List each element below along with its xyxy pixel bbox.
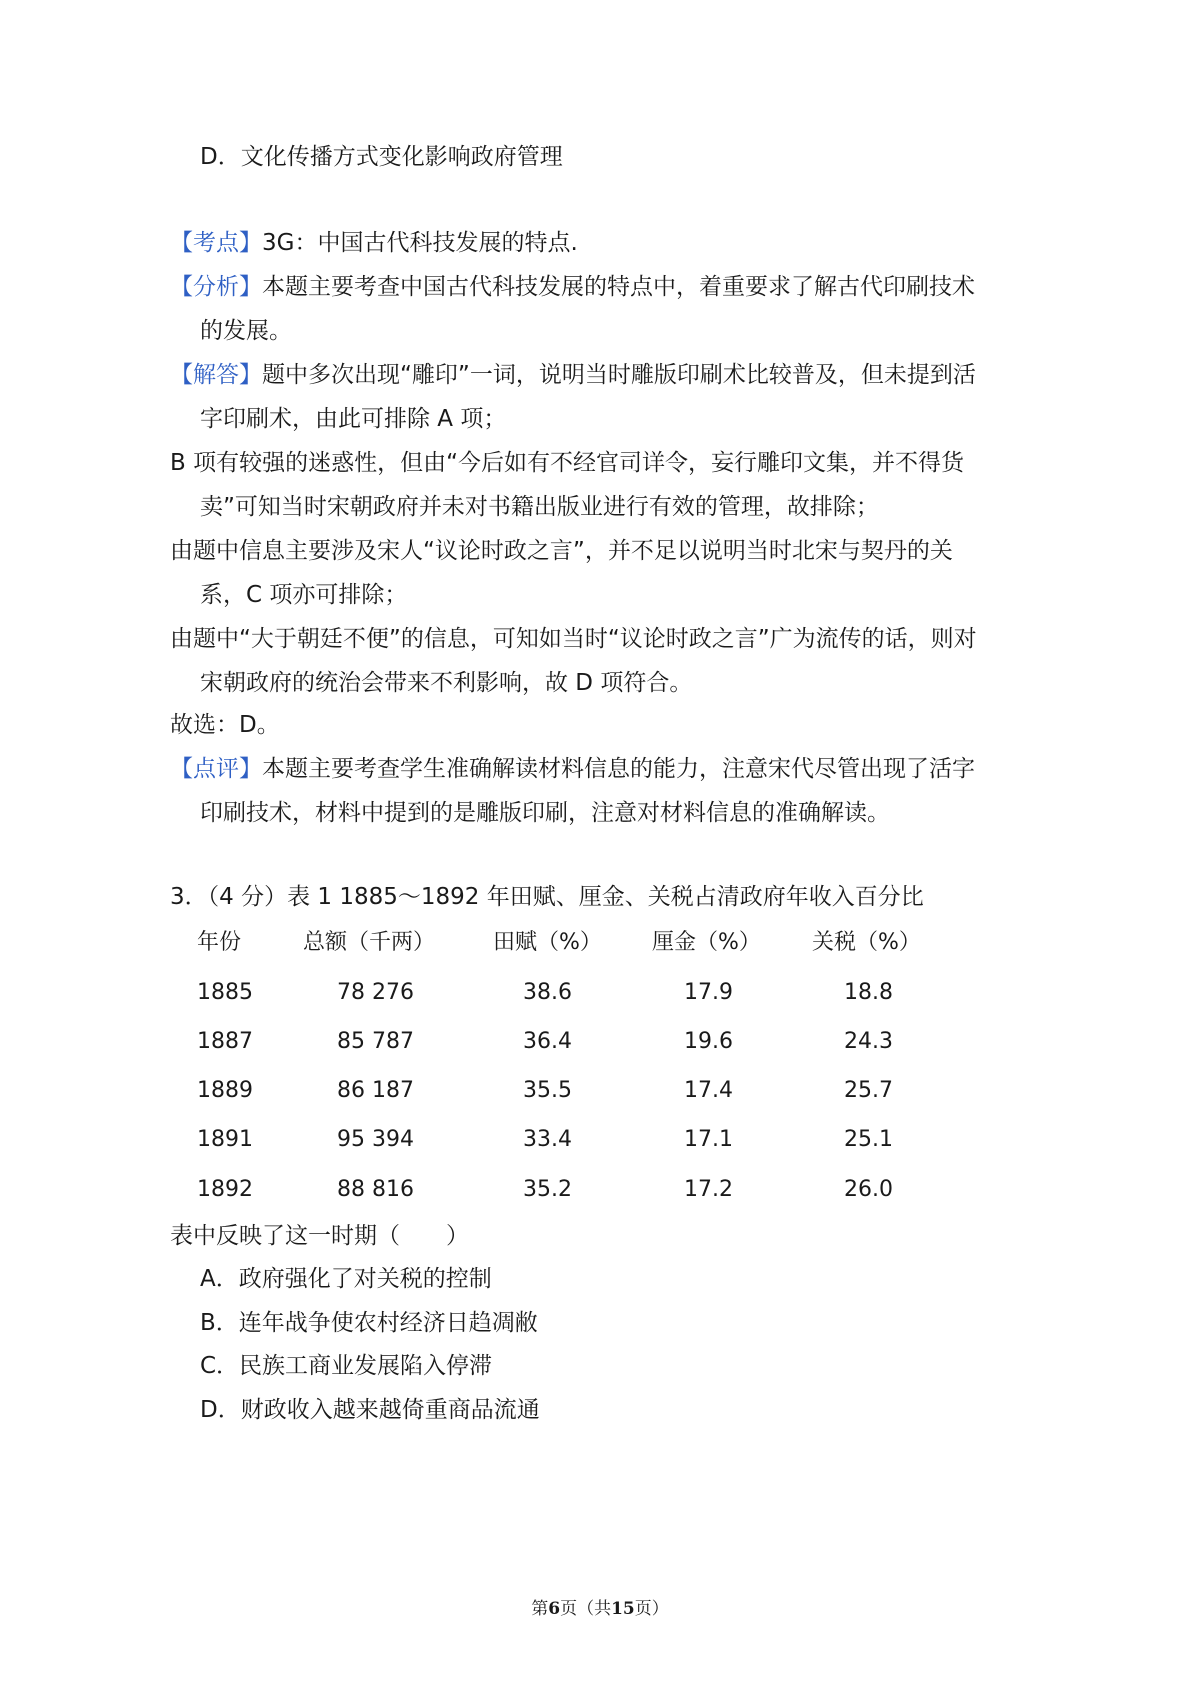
cell-tianfu: 36.4 [523,1029,572,1054]
dianping-line [170,754,975,784]
jieda-text-3: B 项有较强的迷惑性，但由“今后如有不经官司详令，妄行雕印文集，并不得货 [170,450,965,476]
cell-total: 85 787 [337,1029,414,1054]
fenxi-line [170,272,975,302]
cell-year: 1889 [197,1078,253,1103]
jieda-answer: 故选：D。 [170,712,280,738]
q3-option-c: C．民族工商业发展陷入停滞 [200,1353,493,1379]
dianping-label: 【点评】 [170,756,262,782]
cell-lijin: 19.6 [684,1029,733,1054]
footer-prefix: 第 [531,1599,549,1619]
jieda-text-1: 题中多次出现“雕印”一词，说明当时雕版印刷术比较普及，但未提到活 [262,362,976,388]
jieda-line [170,360,976,390]
table-header-guanshui: 关税（%） [812,930,921,955]
cell-total: 88 816 [337,1177,414,1202]
q2-option-d: D．文化传播方式变化影响政府管理 [200,144,563,170]
cell-total: 95 394 [337,1127,414,1152]
footer-middle: 页（共 [560,1599,612,1619]
table-header-tianfu: 田赋（%） [493,930,602,955]
dianping-text-1: 本题主要考查学生准确解读材料信息的能力，注意宋代尽管出现了活字 [262,756,975,782]
cell-tianfu: 35.2 [523,1177,572,1202]
kaodian-line [170,228,578,258]
jieda-text-5: 由题中信息主要涉及宋人“议论时政之言”，并不足以说明当时北宋与契丹的关 [170,538,953,564]
cell-year: 1892 [197,1177,253,1202]
cell-guanshui: 26.0 [844,1177,893,1202]
cell-lijin: 17.1 [684,1127,733,1152]
kaodian-text: 3G：中国古代科技发展的特点. [262,230,578,256]
cell-tianfu: 38.6 [523,980,572,1005]
cell-total: 78 276 [337,980,414,1005]
kaodian-label: 【考点】 [170,230,262,256]
q3-question: 表中反映了这一时期（ ） [170,1223,469,1249]
fenxi-text-1: 本题主要考查中国古代科技发展的特点中，着重要求了解古代印刷技术 [262,274,975,300]
page-footer [0,1597,1200,1621]
q3-option-a: A．政府强化了对关税的控制 [200,1266,492,1292]
footer-page-number: 6 [548,1599,561,1619]
cell-tianfu: 35.5 [523,1078,572,1103]
jieda-text-4: 卖”可知当时宋朝政府并未对书籍出版业进行有效的管理，故排除； [200,494,879,520]
cell-guanshui: 24.3 [844,1029,893,1054]
cell-year: 1891 [197,1127,253,1152]
fenxi-text-2: 的发展。 [200,318,292,344]
jieda-text-8: 宋朝政府的统治会带来不利影响，故 D 项符合。 [200,670,693,696]
cell-lijin: 17.2 [684,1177,733,1202]
jieda-text-6: 系，C 项亦可排除； [200,582,408,608]
q3-stem: 3．（4 分）表 1 1885～1892 年田赋、厘金、关税占清政府年收入百分比 [170,884,924,910]
cell-year: 1885 [197,980,253,1005]
fenxi-label: 【分析】 [170,274,262,300]
jieda-text-7: 由题中“大于朝廷不便”的信息，可知如当时“议论时政之言”广为流传的话，则对 [170,626,977,652]
table-header-lijin: 厘金（%） [652,930,761,955]
footer-suffix: 页） [634,1599,669,1619]
cell-guanshui: 25.1 [844,1127,893,1152]
table-header-total: 总额（千两） [303,930,436,955]
cell-lijin: 17.4 [684,1078,733,1103]
dianping-text-2: 印刷技术，材料中提到的是雕版印刷，注意对材料信息的准确解读。 [200,800,890,826]
cell-lijin: 17.9 [684,980,733,1005]
cell-tianfu: 33.4 [523,1127,572,1152]
table-header-year: 年份 [197,930,242,955]
jieda-text-2: 字印刷术，由此可排除 A 项； [200,406,507,432]
jieda-label: 【解答】 [170,362,262,388]
cell-guanshui: 25.7 [844,1078,893,1103]
q3-option-d: D．财政收入越来越倚重商品流通 [200,1397,540,1423]
cell-guanshui: 18.8 [844,980,893,1005]
cell-total: 86 187 [337,1078,414,1103]
cell-year: 1887 [197,1029,253,1054]
footer-total-pages: 15 [611,1599,635,1619]
q3-option-b: B．连年战争使农村经济日趋凋敝 [200,1310,538,1336]
